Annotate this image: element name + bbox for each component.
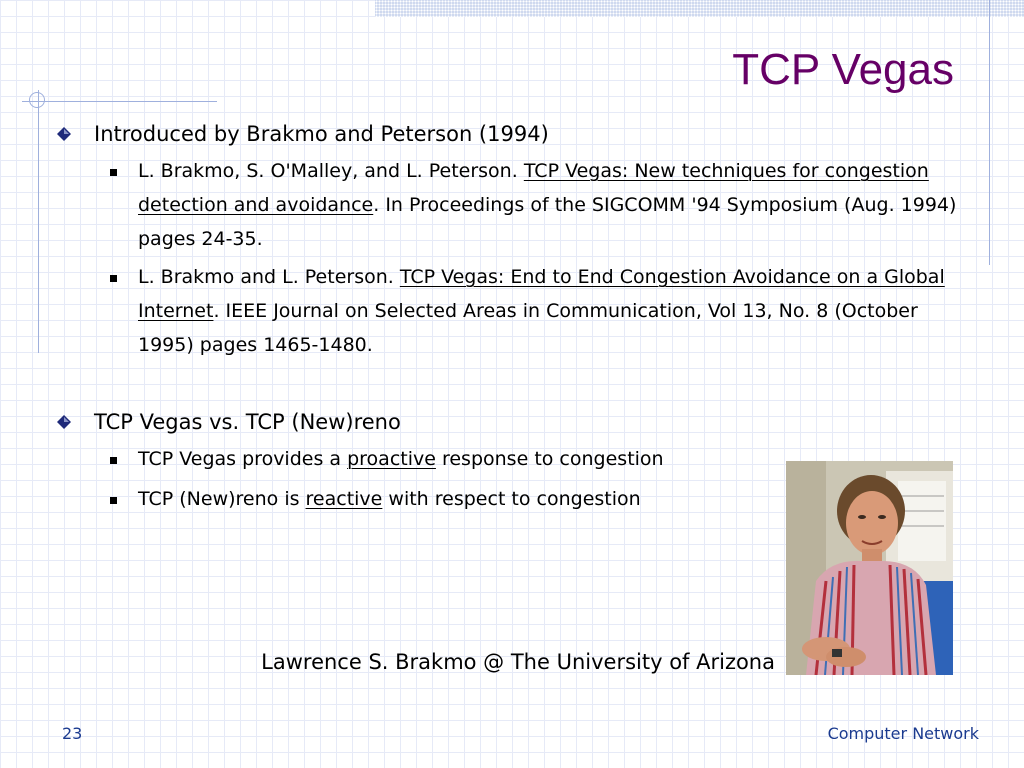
emphasis-term: proactive [347, 448, 436, 470]
square-bullet-icon [110, 169, 117, 176]
slide-title: TCP Vegas [732, 45, 954, 94]
decorative-line [38, 90, 39, 353]
reference-details: . In Proceedings of the SIGCOMM '94 Symposium (Aug. 1994) pages 24-35. [138, 194, 957, 250]
reference-authors: L. Brakmo, S. O'Malley, and L. Peterson. [138, 160, 524, 182]
portrait-photo [786, 461, 953, 675]
page-number: 23 [62, 724, 83, 743]
reference-details: . IEEE Journal on Selected Areas in Communication, Vol 13, No. 8 (October 1995) pages 1465-1480. [138, 300, 918, 356]
reference-title-link[interactable]: TCP Vegas: New techniques for congestion detection and avoidance [138, 160, 929, 216]
section-heading [57, 406, 982, 438]
footer-course: Computer Network [827, 724, 979, 743]
list-item [57, 482, 788, 516]
item-text: TCP (New)reno is [138, 488, 306, 510]
item-text: with respect to congestion [382, 488, 641, 510]
decorative-line [22, 101, 217, 102]
reference-title-link[interactable]: TCP Vegas: End to End Congestion Avoidance on a Global Internet [138, 266, 945, 322]
header-band [375, 0, 1024, 17]
reference-authors: L. Brakmo and L. Peterson. [138, 266, 400, 288]
square-bullet-icon [110, 497, 117, 504]
item-text: TCP Vegas provides a [138, 448, 348, 470]
item-text: response to congestion [435, 448, 664, 470]
square-bullet-icon [110, 275, 117, 282]
decorative-circle [29, 92, 45, 108]
emphasis-term: reactive [305, 488, 383, 510]
diamond-bullet-icon [57, 127, 71, 141]
list-item [57, 260, 973, 362]
list-item [57, 442, 788, 476]
decorative-line [989, 0, 990, 265]
photo-caption: Lawrence S. Brakmo @ The University of Arizona [261, 650, 775, 674]
slide-body [57, 118, 982, 516]
diamond-bullet-icon [57, 415, 71, 429]
list-item [57, 154, 973, 256]
section-heading-text: TCP Vegas vs. TCP (New)reno [94, 410, 401, 434]
section-heading [57, 118, 982, 150]
section-heading-text: Introduced by Brakmo and Peterson (1994) [94, 122, 549, 146]
square-bullet-icon [110, 457, 117, 464]
spacer [57, 362, 982, 406]
